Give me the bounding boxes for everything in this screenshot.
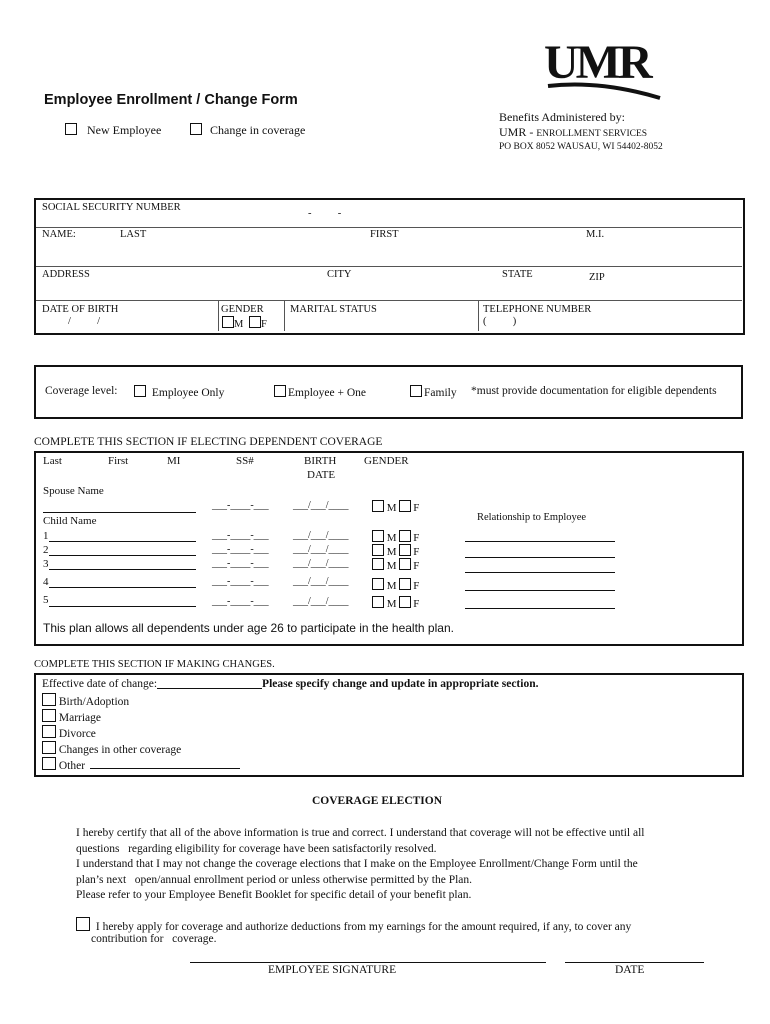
f-label: F bbox=[413, 546, 420, 558]
marriage-checkbox[interactable] bbox=[42, 709, 56, 722]
m-label: M bbox=[386, 580, 397, 592]
child-name-line[interactable] bbox=[49, 555, 196, 556]
family-checkbox[interactable] bbox=[410, 385, 422, 397]
address-label: ADDRESS bbox=[42, 269, 90, 280]
umr-logo bbox=[540, 36, 665, 102]
dob-label: DATE OF BIRTH bbox=[42, 304, 119, 315]
relationship-line[interactable] bbox=[465, 557, 615, 558]
relationship-line[interactable] bbox=[465, 608, 615, 609]
admin-name-rest: ENROLLMENT SERVICES bbox=[536, 129, 648, 139]
spouse-gender bbox=[372, 500, 419, 514]
election-title: COVERAGE ELECTION bbox=[312, 795, 443, 807]
relationship-line[interactable] bbox=[465, 590, 615, 591]
change-option-label: Divorce bbox=[58, 728, 96, 740]
col-first: First bbox=[108, 455, 129, 467]
change-option[interactable] bbox=[42, 757, 240, 772]
telephone-label: TELEPHONE NUMBER bbox=[483, 304, 592, 315]
spouse-f-label: F bbox=[413, 502, 420, 514]
child-row bbox=[43, 558, 49, 570]
f-label: F bbox=[413, 598, 420, 610]
divider bbox=[36, 227, 742, 228]
child-m-checkbox[interactable] bbox=[372, 558, 384, 570]
divider bbox=[478, 300, 479, 331]
spouse-dob[interactable]: ___/___/____ bbox=[293, 500, 349, 511]
mi-label: M.I. bbox=[586, 229, 605, 240]
child-f-checkbox[interactable] bbox=[399, 544, 411, 556]
child-dob[interactable]: ___/___/____ bbox=[293, 530, 349, 541]
child-dob[interactable]: ___/___/____ bbox=[293, 558, 349, 569]
age-26-note: This plan allows all dependents under age 26 to participate in the health plan. bbox=[43, 621, 454, 635]
child-row-number: 2 bbox=[43, 544, 49, 556]
child-row-number: 1 bbox=[43, 530, 49, 542]
m-label: M bbox=[386, 598, 397, 610]
first-name-label: FIRST bbox=[370, 229, 399, 240]
child-row-number: 4 bbox=[43, 576, 49, 588]
relationship-line[interactable] bbox=[465, 541, 615, 542]
family-option[interactable] bbox=[410, 385, 457, 399]
child-f-checkbox[interactable] bbox=[399, 596, 411, 608]
new-employee-checkbox[interactable] bbox=[65, 123, 77, 135]
last-name-label: LAST bbox=[120, 229, 147, 240]
gender-f-checkbox[interactable] bbox=[249, 316, 261, 328]
employee-only-label: Employee Only bbox=[151, 387, 225, 399]
effective-date-label: Effective date of change: bbox=[42, 678, 158, 690]
col-date: DATE bbox=[307, 469, 336, 481]
col-last: Last bbox=[43, 455, 62, 467]
child-dob[interactable]: ___/___/____ bbox=[293, 596, 349, 607]
state-label: STATE bbox=[502, 269, 533, 280]
phone-format: ( ) bbox=[483, 316, 517, 327]
spouse-m-checkbox[interactable] bbox=[372, 500, 384, 512]
child-m-checkbox[interactable] bbox=[372, 596, 384, 608]
spouse-f-checkbox[interactable] bbox=[399, 500, 411, 512]
admin-name-prefix: UMR - bbox=[499, 125, 537, 139]
coverage-level-row bbox=[45, 385, 117, 397]
zip-label: ZIP bbox=[589, 272, 605, 283]
change-coverage-checkbox[interactable] bbox=[190, 123, 202, 135]
other-checkbox[interactable] bbox=[42, 757, 56, 770]
divider bbox=[218, 300, 219, 331]
child-gender bbox=[372, 578, 419, 592]
f-label: F bbox=[413, 532, 420, 544]
election-line: plan’s next open/annual enrollment period or unless otherwise permitted by the Plan. bbox=[76, 873, 473, 886]
employee-only-checkbox[interactable] bbox=[134, 385, 146, 397]
child-dob[interactable]: ___/___/____ bbox=[293, 576, 349, 587]
m-label: M bbox=[386, 560, 397, 572]
apply-option[interactable] bbox=[76, 917, 631, 933]
child-gender bbox=[372, 558, 419, 572]
child-row bbox=[43, 576, 49, 588]
effective-date-line[interactable] bbox=[157, 677, 262, 689]
child-ssn[interactable]: ___-____-___ bbox=[212, 576, 269, 587]
employee-one-checkbox[interactable] bbox=[274, 385, 286, 397]
change-coverage-label: Change in coverage bbox=[210, 123, 306, 137]
birth-adoption-checkbox[interactable] bbox=[42, 693, 56, 706]
child-m-checkbox[interactable] bbox=[372, 578, 384, 590]
ssn-label: SOCIAL SECURITY NUMBER bbox=[42, 202, 181, 213]
documentation-note: *must provide documentation for eligible dependents bbox=[471, 385, 717, 397]
spouse-name-line[interactable] bbox=[43, 512, 196, 513]
change-option-label: Changes in other coverage bbox=[58, 744, 182, 756]
child-gender bbox=[372, 544, 419, 558]
specify-note: Please specify change and update in appropriate section. bbox=[262, 678, 539, 690]
dependents-section-title: COMPLETE THIS SECTION IF ELECTING DEPENDENT COVERAGE bbox=[34, 436, 383, 448]
other-line[interactable] bbox=[90, 760, 240, 769]
spouse-label: Spouse Name bbox=[43, 485, 104, 497]
child-row bbox=[43, 530, 49, 542]
change-option[interactable] bbox=[42, 709, 101, 724]
apply-text: I hereby apply for coverage and authorize deductions from my earnings for the amount required, if any, to cover any bbox=[95, 921, 632, 933]
child-f-checkbox[interactable] bbox=[399, 530, 411, 542]
child-ssn[interactable]: ___-____-___ bbox=[212, 558, 269, 569]
coverage-level-label: Coverage level: bbox=[45, 385, 118, 397]
change-coverage-option[interactable] bbox=[190, 123, 305, 138]
change-option-label: Birth/Adoption bbox=[58, 696, 130, 708]
new-employee-label: New Employee bbox=[87, 123, 162, 137]
gender-f-label: F bbox=[260, 319, 267, 330]
election-line: I understand that I may not change the coverage elections that I make on the Employee Enrollment/Change Form until the bbox=[76, 858, 638, 871]
spouse-ssn[interactable]: ___-____-___ bbox=[212, 500, 269, 511]
spouse-m-label: M bbox=[386, 502, 397, 514]
employee-one-option[interactable] bbox=[274, 385, 366, 399]
family-label: Family bbox=[424, 387, 457, 399]
child-ssn[interactable]: ___-____-___ bbox=[212, 530, 269, 541]
child-ssn[interactable]: ___-____-___ bbox=[212, 596, 269, 607]
admin-label: Benefits Administered by: bbox=[499, 110, 625, 124]
changes-section-title: COMPLETE THIS SECTION IF MAKING CHANGES. bbox=[34, 659, 275, 670]
divider bbox=[284, 300, 285, 331]
child-f-checkbox[interactable] bbox=[399, 558, 411, 570]
election-line: I hereby certify that all of the above information is true and correct. I understand that coverage will not be effective until all bbox=[76, 827, 645, 839]
m-label: M bbox=[386, 532, 397, 544]
divider bbox=[36, 266, 742, 267]
admin-address: PO BOX 8052 WAUSAU, WI 54402-8052 bbox=[499, 142, 663, 152]
child-name-line[interactable] bbox=[49, 541, 196, 542]
f-label: F bbox=[413, 580, 420, 592]
child-row bbox=[43, 544, 49, 556]
change-option[interactable] bbox=[42, 741, 181, 756]
divider bbox=[36, 300, 742, 301]
child-row-number: 3 bbox=[43, 558, 49, 570]
child-name-line[interactable] bbox=[49, 587, 196, 588]
child-gender bbox=[372, 530, 419, 544]
gender-m-label: M bbox=[234, 319, 244, 330]
child-gender bbox=[372, 596, 419, 610]
child-label: Child Name bbox=[43, 515, 97, 527]
employee-only-option[interactable] bbox=[134, 385, 224, 399]
signature-line[interactable] bbox=[190, 962, 546, 963]
page-title: Employee Enrollment / Change Form bbox=[44, 92, 298, 108]
col-ssn: SS# bbox=[236, 455, 254, 467]
f-label: F bbox=[413, 560, 420, 572]
city-label: CITY bbox=[327, 269, 352, 280]
gender-m-checkbox[interactable] bbox=[222, 316, 234, 328]
m-label: M bbox=[386, 546, 397, 558]
effective-date-row bbox=[42, 677, 538, 690]
relationship-line[interactable] bbox=[465, 572, 615, 573]
child-name-line[interactable] bbox=[49, 569, 196, 570]
relationship-label: Relationship to Employee bbox=[477, 512, 587, 523]
new-employee-option[interactable] bbox=[65, 123, 161, 138]
child-row bbox=[43, 594, 49, 606]
change-option[interactable] bbox=[42, 725, 96, 740]
change-option[interactable] bbox=[42, 693, 129, 708]
dob-format: / / bbox=[68, 316, 101, 327]
marital-label: MARITAL STATUS bbox=[290, 304, 377, 315]
divorce-checkbox[interactable] bbox=[42, 725, 56, 738]
other-coverage-checkbox[interactable] bbox=[42, 741, 56, 754]
child-name-line[interactable] bbox=[49, 606, 196, 607]
child-row-number: 5 bbox=[43, 594, 49, 606]
col-gender: GENDER bbox=[364, 455, 409, 467]
child-ssn[interactable]: ___-____-___ bbox=[212, 544, 269, 555]
election-text bbox=[76, 826, 645, 904]
election-line: Please refer to your Employee Benefit Booklet for specific detail of your benefit plan. bbox=[76, 889, 472, 902]
ssn-separators: - - bbox=[308, 208, 342, 219]
child-m-checkbox[interactable] bbox=[372, 530, 384, 542]
change-option-label: Other bbox=[58, 760, 86, 772]
child-f-checkbox[interactable] bbox=[399, 578, 411, 590]
gender-options bbox=[222, 316, 267, 330]
child-m-checkbox[interactable] bbox=[372, 544, 384, 556]
date-label: DATE bbox=[615, 964, 645, 976]
name-label: NAME: bbox=[42, 229, 76, 240]
change-option-label: Marriage bbox=[58, 712, 102, 724]
col-mi: MI bbox=[167, 455, 181, 467]
child-dob[interactable]: ___/___/____ bbox=[293, 544, 349, 555]
col-birth: BIRTH bbox=[304, 455, 337, 467]
apply-checkbox[interactable] bbox=[76, 917, 90, 931]
admin-name bbox=[499, 125, 647, 140]
employee-one-label: Employee + One bbox=[288, 387, 367, 399]
gender-label: GENDER bbox=[221, 304, 264, 315]
logo-text: UMR bbox=[544, 36, 650, 89]
apply-text-cont: contribution for coverage. bbox=[91, 933, 217, 945]
election-line: questions regarding eligibility for coverage have been satisfactorily resolved. bbox=[76, 842, 437, 855]
signature-label: EMPLOYEE SIGNATURE bbox=[268, 964, 397, 976]
date-line[interactable] bbox=[565, 962, 704, 963]
